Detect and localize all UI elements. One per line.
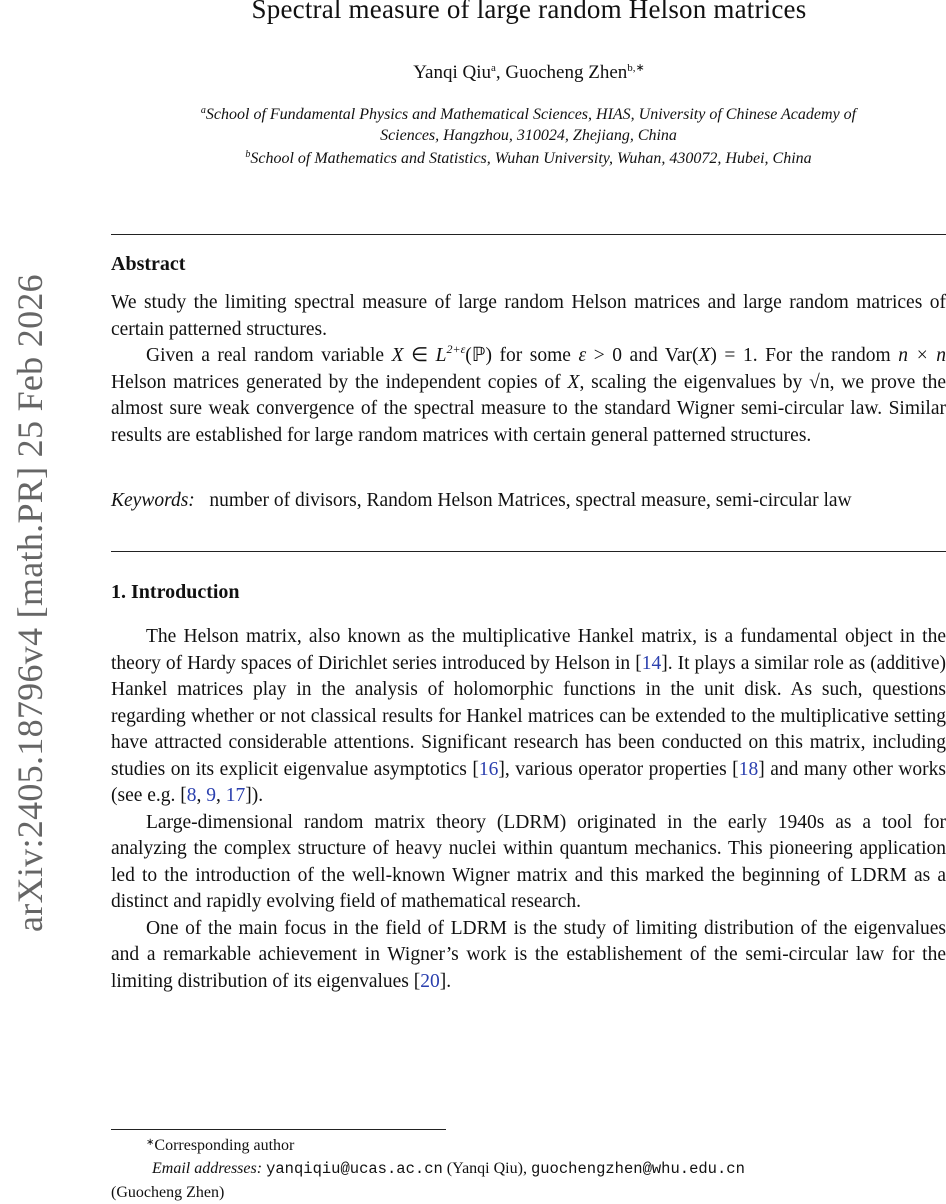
citation-link[interactable]: 16 [478, 758, 499, 780]
intro-paragraph-1: The Helson matrix, also known as the multiplicative Hankel matrix, is a fundamental object in the theory of Hardy spaces of Dirichlet series introduced by Helson in [14]. It plays a similar role as (additive) Hankel matrices play in the analysis of holomorphic functions in the unit disk. As such, questions regarding whether or not classical results for Hankel matrices can be extended to the multiplicative setting have attracted considerable attentions. Significant research has been conducted on this matrix, including studies on its explicit eigenvalue asymptotics [16], various operator properties [18] and many other works (see e.g. [8, 9, 17]). [111, 626, 946, 806]
abstract-bottom-rule [111, 551, 946, 552]
footnote-corresponding: ∗Corresponding author [146, 1137, 295, 1154]
author-list [0, 62, 946, 84]
intro-paragraph-2: Large-dimensional random matrix theory (LDRM) originated in the early 1940s as a tool for analyzing the complex structure of heavy nuclei within quantum mechanics. This pioneering application led to the introduction of the well-known Wigner matrix and this marked the beginning of LDRM as a distinct and rapidly evolving field of mathematical research. [111, 811, 946, 912]
footnote-rule [111, 1129, 446, 1130]
author-affil-mark: a [491, 62, 496, 74]
paper-title: Spectral measure of large random Helson matrices [251, 0, 807, 24]
keywords-text: number of divisors, Random Helson Matrices, spectral measure, semi-circular law [209, 490, 852, 511]
affil-label: a [200, 105, 206, 116]
abstract-top-rule [111, 234, 946, 235]
section-heading-introduction: 1. Introduction [111, 581, 240, 603]
citation-link[interactable]: 20 [420, 970, 440, 992]
citation-link[interactable]: 8 [186, 785, 197, 806]
affiliation-b: $^b$School of Mathematics and Statistics, Wuhan University, Wuhan, 430072, Hubei, China [245, 149, 812, 167]
footnotes [111, 1134, 946, 1204]
abstract-paragraph-2: Given a real random variable X ∈ $L^{2+\varepsilon}(ℙ)$ for some ε > 0 and Var(X) = 1. For the random n × n Helson matrices generated by the independent copies of X, scaling the eigenvalues by √n, we prove the almost sure weak convergence of the spectral measure to the standard Wigner semi-circular law. Similar results are established for large random matrices with certain general patterned structures. [111, 342, 946, 446]
arxiv-stamp: arXiv:2405.18796v4 [math.PR] 25 Feb 2026 [10, 274, 50, 932]
abstract-body [111, 290, 946, 449]
author-name: Guocheng Zhen [505, 62, 628, 83]
affiliation-a: $^a$School of Fundamental Physics and Mathematical Sciences, HIAS, University of Chinese Academy of Sciences, Hangzhou, 310024, Zhejiang, China [200, 105, 857, 144]
affil-label: b [245, 149, 251, 160]
author-separator: , [495, 62, 506, 83]
citation-link[interactable]: 18 [738, 758, 759, 780]
citation-link[interactable]: 17 [225, 785, 246, 806]
author-name: Yanqi Qiu [413, 62, 492, 83]
keywords-label: Keywords: [111, 490, 195, 511]
introduction-body [111, 624, 946, 995]
citation-link[interactable]: 9 [206, 785, 217, 806]
footnote-emails: Email addresses: yanqiqiu@ucas.ac.cn (Yanqi Qiu), guochengzhen@whu.edu.cn [152, 1160, 745, 1178]
email-link[interactable]: yanqiqiu@ucas.ac.cn [266, 1160, 443, 1178]
abstract-paragraph-1: We study the limiting spectral measure of large random Helson matrices and large random matrices of certain patterned structures. [111, 292, 946, 340]
keywords [111, 488, 946, 515]
citation-link[interactable]: 14 [641, 652, 662, 674]
abstract-heading: Abstract [111, 253, 186, 275]
intro-paragraph-3: One of the main focus in the field of LDRM is the study of limiting distribution of the eigenvalues and a remarkable achievement in Wigner’s work is the establishement of the semi-circular law for the limiting distribution of its eigenvalues [20]. [111, 917, 946, 992]
author-affil-mark: b,∗ [627, 62, 645, 74]
email-link[interactable]: guochengzhen@whu.edu.cn [530, 1160, 745, 1178]
footnote-name2: (Guocheng Zhen) [111, 1184, 225, 1201]
